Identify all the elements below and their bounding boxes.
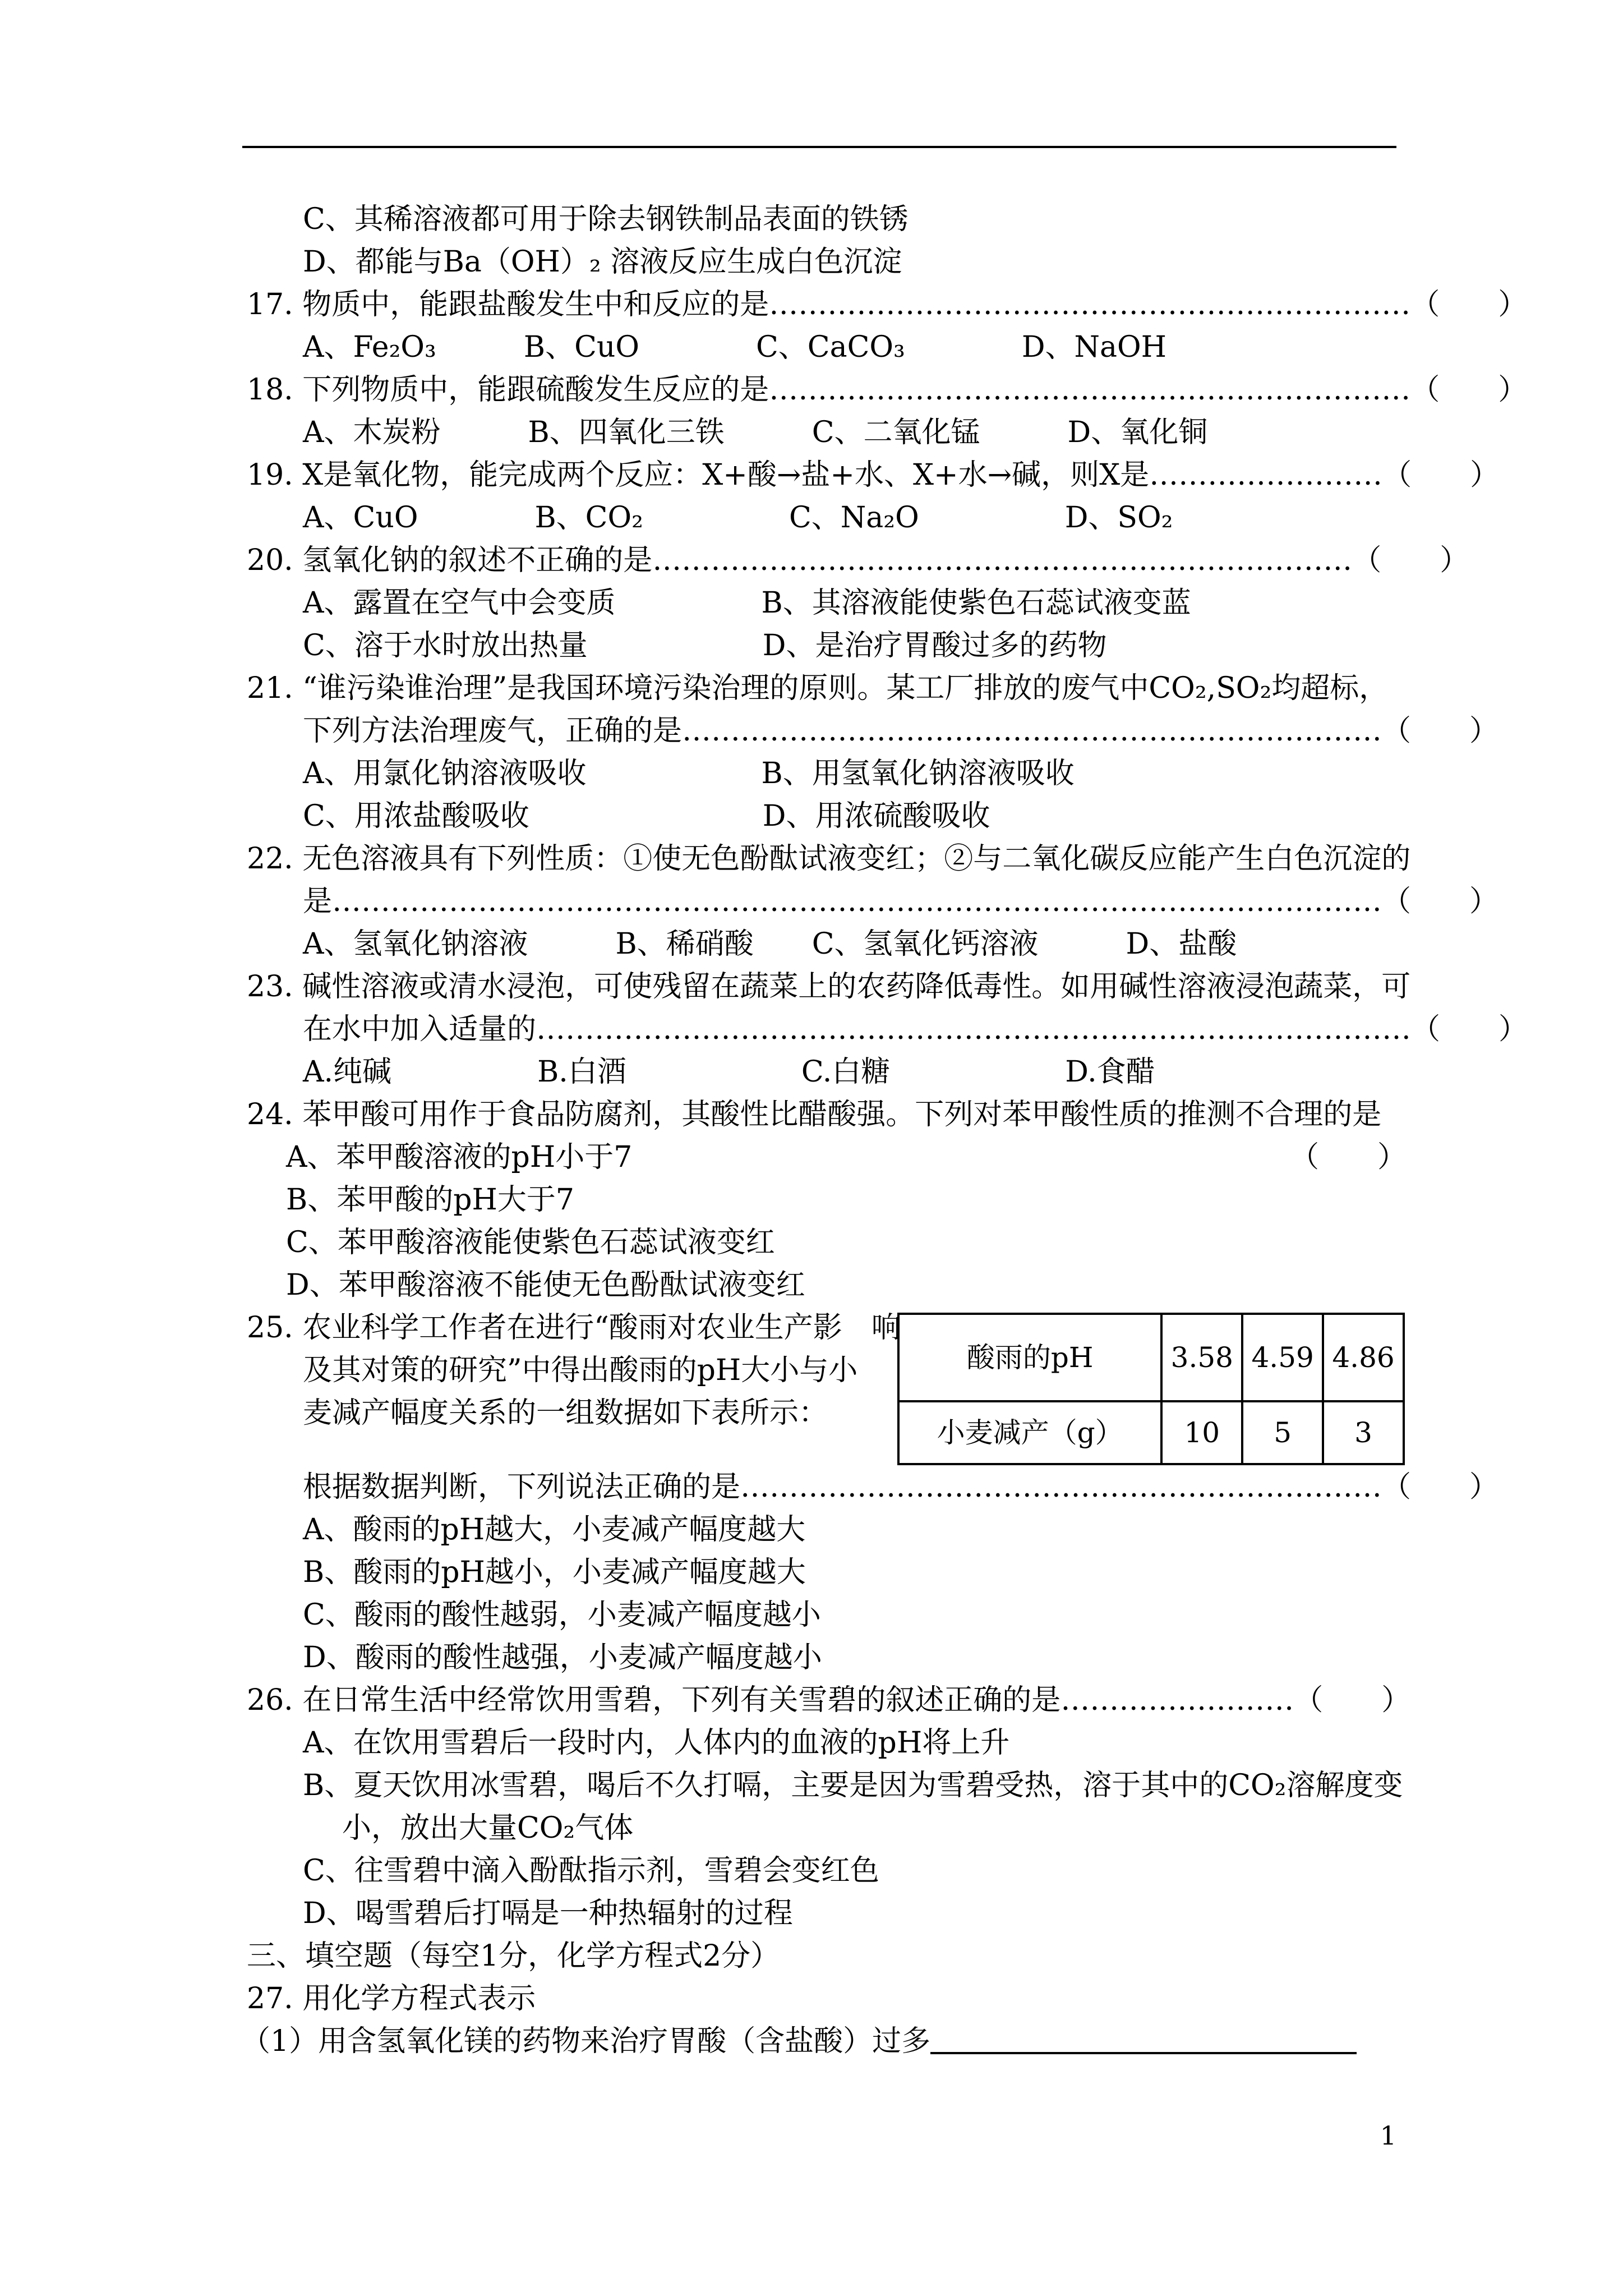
section-heading-fill-blank: 三、填空题（每空1分，化学方程式2分） [247, 1939, 780, 1973]
table-cell: 3.58 [1161, 1314, 1242, 1401]
option-d-16: D、都能与Ba（OH）₂ 溶液反应生成白色沉淀 [303, 245, 902, 279]
question-19: 19. X是氧化物，能完成两个反应：X+酸→盐+水、X+水→碱，则X是……………………（ ） [247, 458, 1500, 492]
question-27-part-1 [241, 2024, 1357, 2059]
table-row [898, 1314, 1404, 1401]
question-22-cont: 是………………………………………………………………………………………………（ ） [303, 885, 1499, 918]
question-21-cont: 下列方法治理废气，正确的是………………………………………………………………（ ） [303, 714, 1499, 748]
option-a-25: A、酸雨的pH越大，小麦减产幅度越大 [303, 1513, 806, 1547]
option-d-26: D、喝雪碧后打嗝是一种热辐射的过程 [303, 1897, 793, 1930]
option-b-26-cont: 小，放出大量CO₂气体 [342, 1811, 634, 1845]
options-20-cd: C、溶于水时放出热量 D、是治疗胃酸过多的药物 [303, 629, 1107, 662]
table-row [898, 1401, 1404, 1464]
option-d-24: D、苯甲酸溶液不能使无色酚酞试液变红 [286, 1268, 805, 1302]
table-cell: 4.86 [1323, 1314, 1404, 1401]
option-c-16: C、其稀溶液都可用于除去钢铁制品表面的铁锈 [303, 203, 909, 236]
options-23: A.纯碱 B.白酒 C.白糖 D.食醋 [303, 1055, 1155, 1089]
option-b-25: B、酸雨的pH越小，小麦减产幅度越大 [303, 1556, 806, 1589]
table-cell: 4.59 [1242, 1314, 1323, 1401]
question-23-cont: 在水中加入适量的………………………………………………………………………………（ ） [303, 1013, 1528, 1046]
question-17: 17. 物质中，能跟盐酸发生中和反应的是…………………………………………………………（ ） [247, 288, 1528, 321]
option-a-24: A、苯甲酸溶液的pH小于7 [286, 1140, 633, 1174]
option-d-25: D、酸雨的酸性越强，小麦减产幅度越小 [303, 1641, 822, 1674]
table-cell: 10 [1161, 1401, 1242, 1464]
question-27-part-1-text: （1）用含氢氧化镁的药物来治疗胃酸（含盐酸）过多 [241, 2024, 931, 2058]
question-22: 22. 无色溶液具有下列性质：①使无色酚酞试液变红；②与二氧化碳反应能产生白色沉淀的 [247, 842, 1411, 876]
option-a-26: A、在饮用雪碧后一段时内，人体内的血液的pH将上升 [303, 1726, 1010, 1760]
options-17: A、Fe₂O₃ B、CuO C、CaCO₃ D、NaOH [303, 330, 1167, 364]
answer-paren-24: （ ） [1290, 1140, 1407, 1174]
question-21: 21. “谁污染谁治理”是我国环境污染治理的原则。某工厂排放的废气中CO₂,SO₂均超标， [247, 671, 1389, 705]
question-27: 27. 用化学方程式表示 [247, 1982, 536, 2016]
options-21-cd: C、用浓盐酸吸收 D、用浓硫酸吸收 [303, 799, 990, 833]
option-c-25: C、酸雨的酸性越弱，小麦减产幅度越小 [303, 1598, 821, 1632]
question-23: 23. 碱性溶液或清水浸泡，可使残留在蔬菜上的农药降低毒性。如用碱性溶液浸泡蔬菜，可 [247, 970, 1411, 1004]
options-19: A、CuO B、CO₂ C、Na₂O D、SO₂ [303, 501, 1173, 535]
option-c-26: C、往雪碧中滴入酚酞指示剂，雪碧会变红色 [303, 1854, 879, 1888]
answer-blank[interactable] [930, 2024, 1357, 2054]
question-24: 24. 苯甲酸可用作于食品防腐剂，其酸性比醋酸强。下列对苯甲酸性质的推测不合理的是 [247, 1098, 1382, 1131]
question-25: 25. 农业科学工作者在进行“酸雨对农业生产影 响 [247, 1311, 901, 1345]
question-26: 26. 在日常生活中经常饮用雪碧，下列有关雪碧的叙述正确的是……………………（ ） [247, 1683, 1411, 1717]
table-cell: 5 [1242, 1401, 1323, 1464]
option-b-24: B、苯甲酸的pH大于7 [286, 1183, 574, 1217]
question-20: 20. 氢氧化钠的叙述不正确的是………………………………………………………………（ ） [247, 544, 1469, 577]
question-25-cont2: 麦减产幅度关系的一组数据如下表所示： [303, 1396, 828, 1430]
option-c-24: C、苯甲酸溶液能使紫色石蕊试液变红 [286, 1226, 775, 1259]
table-cell: 3 [1323, 1401, 1404, 1464]
option-b-26: B、夏天饮用冰雪碧，喝后不久打嗝，主要是因为雪碧受热，溶于其中的CO₂溶解度变 [303, 1769, 1403, 1802]
acid-rain-table [897, 1313, 1405, 1465]
table-header-yield: 小麦减产（g） [898, 1401, 1161, 1464]
question-25-prompt: 根据数据判断，下列说法正确的是…………………………………………………………（ ） [303, 1470, 1499, 1504]
options-21-ab: A、用氯化钠溶液吸收 B、用氢氧化钠溶液吸收 [303, 757, 1075, 790]
question-18: 18. 下列物质中，能跟硫酸发生反应的是…………………………………………………………（ ） [247, 373, 1528, 407]
question-25-cont1: 及其对策的研究”中得出酸雨的pH大小与小 [303, 1354, 858, 1387]
options-20-ab: A、露置在空气中会变质 B、其溶液能使紫色石蕊试液变蓝 [303, 586, 1191, 620]
table-header-ph: 酸雨的pH [898, 1314, 1161, 1401]
header-rule [242, 146, 1396, 148]
options-22: A、氢氧化钠溶液 B、稀硝酸 C、氢氧化钙溶液 D、盐酸 [303, 927, 1237, 961]
page-number: 1 [1380, 2120, 1396, 2151]
options-18: A、木炭粉 B、四氧化三铁 C、二氧化锰 D、氧化铜 [303, 416, 1208, 449]
